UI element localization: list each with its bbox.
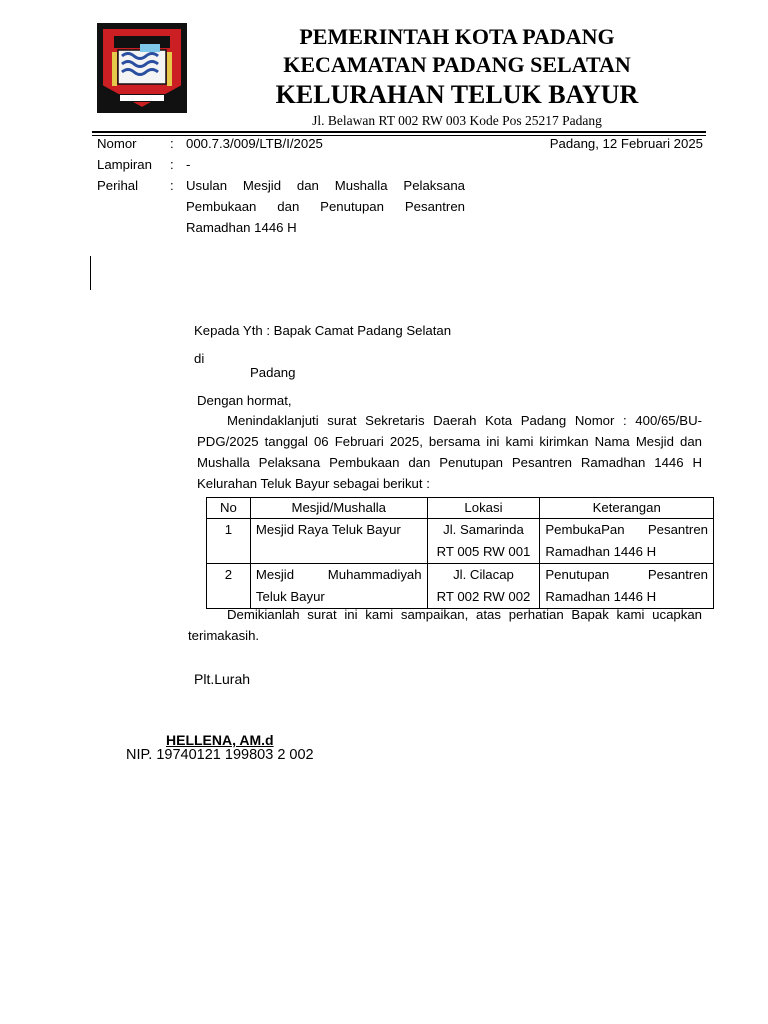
body-line: Kelurahan Teluk Bayur sebagai berikut : — [197, 476, 430, 491]
letterhead-village: KELURAHAN TELUK BAYUR — [275, 80, 639, 109]
row-note-line: Ramadhan 1446 H — [545, 589, 657, 604]
perihal-label: Perihal — [97, 178, 139, 193]
table-header: Keterangan — [540, 498, 714, 519]
row-name — [250, 519, 427, 564]
greeting: Dengan hormat, — [197, 393, 292, 408]
nomor-value: 000.7.3/009/LTB/I/2025 — [186, 136, 323, 151]
closing-line: Demikianlah surat ini kami sampaikan, atas perhatian Bapak kami ucapkan — [227, 607, 702, 622]
row-name — [250, 564, 427, 609]
row-name-line: Mesjid Raya Teluk Bayur — [255, 522, 401, 537]
table-header: No — [207, 498, 251, 519]
recipient-line: Kepada Yth : Bapak Camat Padang Selatan — [194, 323, 452, 338]
letterhead-district: KECAMATAN PADANG SELATAN — [283, 52, 631, 77]
row-note — [540, 519, 714, 564]
row-location-line: RT 002 RW 002 — [436, 589, 531, 604]
lampiran-label: Lampiran — [97, 157, 152, 172]
body-line: PDG/2025 tanggal 06 Februari 2025, bersama ini kami kirimkan Nama Mesjid dan — [197, 434, 702, 449]
row-location — [427, 519, 540, 564]
row-location-line: Jl. Cilacap — [453, 567, 514, 582]
table-row — [207, 519, 714, 564]
row-location — [427, 564, 540, 609]
row-note-line: Penutupan Pesantren — [545, 567, 708, 582]
row-location-line: RT 005 RW 001 — [436, 544, 531, 559]
table-header-row — [207, 498, 714, 519]
text-cursor — [90, 256, 91, 290]
signatory-name: HELLENA, AM.d — [166, 732, 274, 748]
table-row — [207, 564, 714, 609]
recipient-city: Padang — [250, 365, 296, 380]
row-note-line: Ramadhan 1446 H — [545, 544, 657, 559]
perihal-line: Ramadhan 1446 H — [186, 220, 297, 235]
recipient-di: di — [194, 351, 205, 366]
lampiran-colon: : — [170, 157, 174, 172]
nomor-label: Nomor — [97, 136, 137, 151]
letter-date: Padang, 12 Februari 2025 — [549, 136, 703, 151]
row-name-line: Mesjid Muhammadiyah — [255, 567, 422, 582]
perihal-colon: : — [170, 178, 174, 193]
padang-city-emblem-icon — [96, 22, 188, 114]
row-note-line: PembukaPan Pesantren — [545, 522, 708, 537]
perihal-line: Usulan Mesjid dan Mushalla Pelaksana — [186, 178, 465, 193]
table-header: Mesjid/Mushalla — [250, 498, 427, 519]
body-line: Menindaklanjuti surat Sekretaris Daerah Kota Padang Nomor : 400/65/BU- — [227, 413, 702, 428]
table-header: Lokasi — [427, 498, 540, 519]
row-note — [540, 564, 714, 609]
signatory-title: Plt.Lurah — [194, 671, 251, 687]
row-no: 2 — [207, 564, 251, 609]
row-no: 1 — [207, 519, 251, 564]
body-line: Mushalla Pelaksana Pembukaan dan Penutupan Pesantren Ramadhan 1446 H — [197, 455, 702, 470]
lampiran-value: - — [186, 157, 191, 172]
perihal-line: Pembukaan dan Penutupan Pesantren — [186, 199, 465, 214]
signatory-nip: NIP. 19740121 199803 2 002 — [126, 747, 314, 763]
row-name-line: Teluk Bayur — [255, 589, 325, 604]
letterhead-government: PEMERINTAH KOTA PADANG — [299, 24, 615, 49]
closing-line: terimakasih. — [188, 628, 260, 643]
letterhead-address: Jl. Belawan RT 002 RW 003 Kode Pos 25217 Padang — [312, 113, 602, 128]
row-location-line: Jl. Samarinda — [443, 522, 524, 537]
nomor-colon: : — [170, 136, 174, 151]
mosque-table — [206, 497, 714, 609]
